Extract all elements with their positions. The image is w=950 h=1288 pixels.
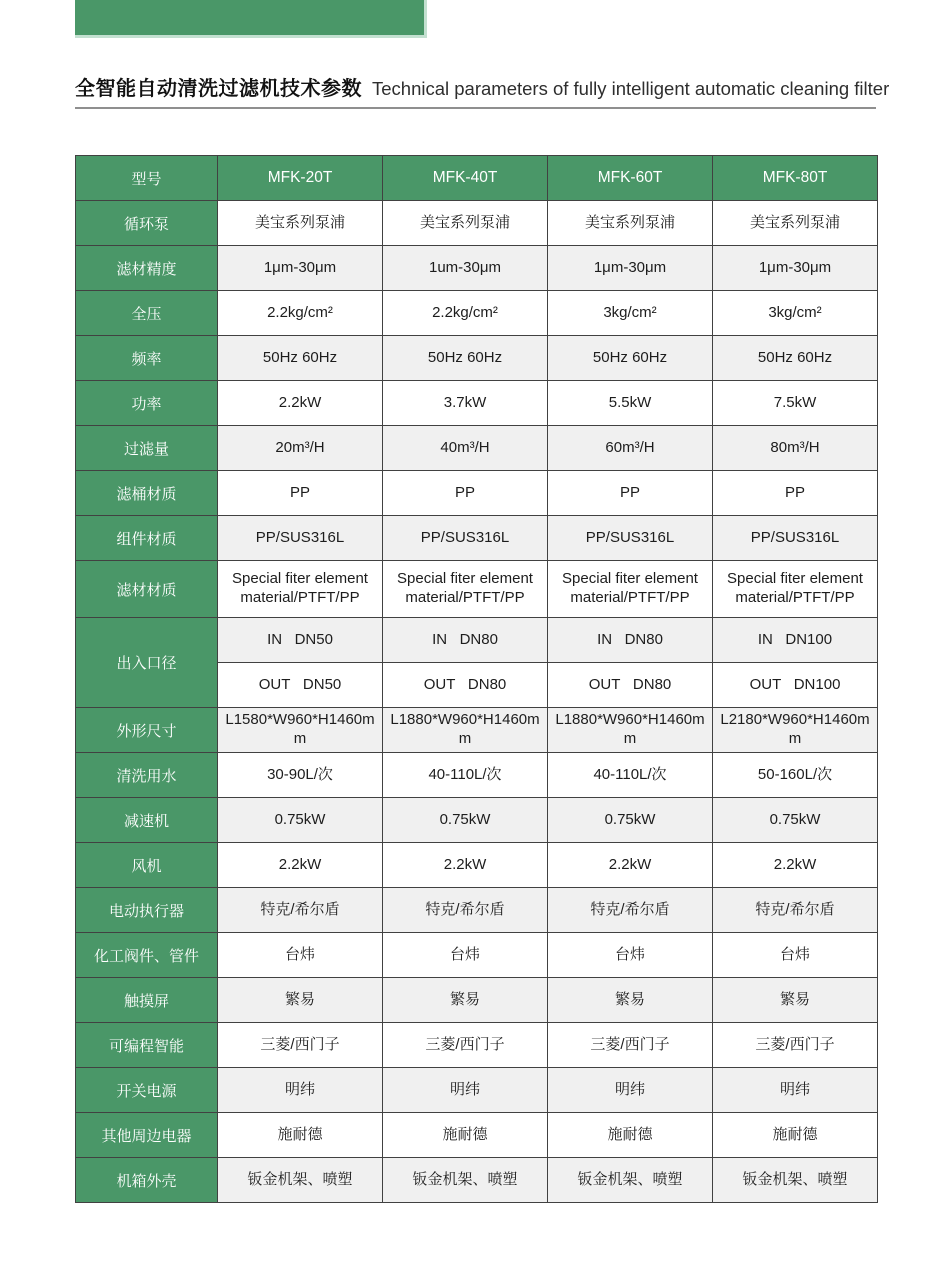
- cell: 台炜: [713, 933, 878, 978]
- row-label: 滤材材质: [76, 561, 218, 618]
- row-label: 组件材质: [76, 516, 218, 561]
- table-row: [76, 381, 878, 426]
- cell: 1μm-30μm: [548, 246, 713, 291]
- cell: 50Hz 60Hz: [713, 336, 878, 381]
- cell: 0.75kW: [713, 798, 878, 843]
- cell: 0.75kW: [548, 798, 713, 843]
- row-label: 出入口径: [76, 618, 218, 708]
- cell: 钣金机架、喷塑: [218, 1158, 383, 1203]
- row-label: 触摸屏: [76, 978, 218, 1023]
- cell: 施耐德: [383, 1113, 548, 1158]
- table-row: [76, 1158, 878, 1203]
- row-label: 清洗用水: [76, 753, 218, 798]
- row-label: 化工阀件、管件: [76, 933, 218, 978]
- table-row: [76, 516, 878, 561]
- title-divider: [75, 107, 876, 109]
- row-label: 开关电源: [76, 1068, 218, 1113]
- row-label: 风机: [76, 843, 218, 888]
- cell: 50Hz 60Hz: [383, 336, 548, 381]
- cell: PP/SUS316L: [548, 516, 713, 561]
- cell: Special fiter element material/PTFT/PP: [383, 561, 548, 618]
- cell: 台炜: [548, 933, 713, 978]
- header-model-2: MFK-60T: [548, 156, 713, 201]
- cell: 三菱/西门子: [713, 1023, 878, 1068]
- cell: PP/SUS316L: [218, 516, 383, 561]
- table-row: [76, 933, 878, 978]
- page-title: [75, 72, 890, 101]
- cell: PP/SUS316L: [713, 516, 878, 561]
- cell: 2.2kW: [218, 843, 383, 888]
- header-model-3: MFK-80T: [713, 156, 878, 201]
- row-label: 全压: [76, 291, 218, 336]
- cell: L2180*W960*H1460mm: [713, 708, 878, 753]
- cell: 2.2kW: [713, 843, 878, 888]
- row-label: 机箱外壳: [76, 1158, 218, 1203]
- cell: 1um-30μm: [383, 246, 548, 291]
- table-row: [76, 753, 878, 798]
- table-row: [76, 561, 878, 618]
- cell: 美宝系列泵浦: [713, 201, 878, 246]
- cell: 三菱/西门子: [383, 1023, 548, 1068]
- cell: OUT DN80: [383, 663, 548, 708]
- table-row: [76, 798, 878, 843]
- cell: 美宝系列泵浦: [548, 201, 713, 246]
- cell: PP: [548, 471, 713, 516]
- top-green-bar: [75, 0, 427, 38]
- cell: 台炜: [383, 933, 548, 978]
- cell: Special fiter element material/PTFT/PP: [218, 561, 383, 618]
- cell: 1μm-30μm: [218, 246, 383, 291]
- table-row: [76, 1023, 878, 1068]
- cell: 繁易: [383, 978, 548, 1023]
- cell: 2.2kW: [218, 381, 383, 426]
- cell: Special fiter element material/PTFT/PP: [548, 561, 713, 618]
- cell: OUT DN50: [218, 663, 383, 708]
- row-label: 过滤量: [76, 426, 218, 471]
- cell: PP: [383, 471, 548, 516]
- cell: 40m³/H: [383, 426, 548, 471]
- cell: 三菱/西门子: [218, 1023, 383, 1068]
- cell: 明纬: [218, 1068, 383, 1113]
- row-label: 外形尺寸: [76, 708, 218, 753]
- cell: PP: [218, 471, 383, 516]
- table-row: [76, 291, 878, 336]
- row-label: 频率: [76, 336, 218, 381]
- table-row: [76, 978, 878, 1023]
- row-label: 可编程智能: [76, 1023, 218, 1068]
- cell: 0.75kW: [383, 798, 548, 843]
- table-header-row: [76, 156, 878, 201]
- cell: 台炜: [218, 933, 383, 978]
- cell: 30-90L/次: [218, 753, 383, 798]
- cell: 1μm-30μm: [713, 246, 878, 291]
- table-row: [76, 426, 878, 471]
- table-row: [76, 1068, 878, 1113]
- cell: 施耐德: [713, 1113, 878, 1158]
- page-title-zh: 全智能自动清洗过滤机技术参数: [75, 78, 362, 100]
- cell: 7.5kW: [713, 381, 878, 426]
- cell: 50Hz 60Hz: [548, 336, 713, 381]
- cell: 40-110L/次: [383, 753, 548, 798]
- cell: IN DN100: [713, 618, 878, 663]
- cell: 2.2kg/cm²: [383, 291, 548, 336]
- row-label: 功率: [76, 381, 218, 426]
- cell: L1580*W960*H1460mm: [218, 708, 383, 753]
- row-label: 滤材精度: [76, 246, 218, 291]
- cell: 3kg/cm²: [548, 291, 713, 336]
- cell: IN DN50: [218, 618, 383, 663]
- cell: 2.2kW: [383, 843, 548, 888]
- cell: OUT DN80: [548, 663, 713, 708]
- table-row: [76, 708, 878, 753]
- cell: 3kg/cm²: [713, 291, 878, 336]
- header-model-1: MFK-40T: [383, 156, 548, 201]
- cell: 特克/希尔盾: [548, 888, 713, 933]
- cell: 3.7kW: [383, 381, 548, 426]
- cell: L1880*W960*H1460mm: [383, 708, 548, 753]
- cell: 美宝系列泵浦: [383, 201, 548, 246]
- cell: 钣金机架、喷塑: [383, 1158, 548, 1203]
- cell: 明纬: [548, 1068, 713, 1113]
- row-label: 循环泵: [76, 201, 218, 246]
- cell: Special fiter element material/PTFT/PP: [713, 561, 878, 618]
- row-label: 减速机: [76, 798, 218, 843]
- cell: 钣金机架、喷塑: [548, 1158, 713, 1203]
- cell: IN DN80: [383, 618, 548, 663]
- cell: 80m³/H: [713, 426, 878, 471]
- header-label: 型号: [76, 156, 218, 201]
- cell: 繁易: [218, 978, 383, 1023]
- table-row: [76, 1113, 878, 1158]
- table-row: [76, 246, 878, 291]
- spec-table: [75, 155, 878, 1203]
- cell: 钣金机架、喷塑: [713, 1158, 878, 1203]
- cell: IN DN80: [548, 618, 713, 663]
- cell: PP/SUS316L: [383, 516, 548, 561]
- row-label: 滤桶材质: [76, 471, 218, 516]
- cell: 50Hz 60Hz: [218, 336, 383, 381]
- cell: 美宝系列泵浦: [218, 201, 383, 246]
- cell: 40-110L/次: [548, 753, 713, 798]
- cell: 明纬: [383, 1068, 548, 1113]
- cell: 三菱/西门子: [548, 1023, 713, 1068]
- table-row: [76, 618, 878, 663]
- cell: 施耐德: [218, 1113, 383, 1158]
- cell: OUT DN100: [713, 663, 878, 708]
- cell: 2.2kg/cm²: [218, 291, 383, 336]
- cell: 特克/希尔盾: [713, 888, 878, 933]
- row-label: 电动执行器: [76, 888, 218, 933]
- cell: 特克/希尔盾: [218, 888, 383, 933]
- cell: 60m³/H: [548, 426, 713, 471]
- cell: 繁易: [713, 978, 878, 1023]
- table-row: [76, 336, 878, 381]
- cell: 0.75kW: [218, 798, 383, 843]
- cell: PP: [713, 471, 878, 516]
- table-row: [76, 843, 878, 888]
- page-title-en: Technical parameters of fully intelligent automatic cleaning filter: [372, 78, 890, 99]
- table-row: [76, 201, 878, 246]
- header-model-0: MFK-20T: [218, 156, 383, 201]
- cell: 50-160L/次: [713, 753, 878, 798]
- cell: 施耐德: [548, 1113, 713, 1158]
- row-label: 其他周边电器: [76, 1113, 218, 1158]
- table-row: [76, 471, 878, 516]
- cell: 2.2kW: [548, 843, 713, 888]
- cell: 繁易: [548, 978, 713, 1023]
- table-row: [76, 888, 878, 933]
- cell: L1880*W960*H1460mm: [548, 708, 713, 753]
- cell: 明纬: [713, 1068, 878, 1113]
- cell: 20m³/H: [218, 426, 383, 471]
- cell: 特克/希尔盾: [383, 888, 548, 933]
- cell: 5.5kW: [548, 381, 713, 426]
